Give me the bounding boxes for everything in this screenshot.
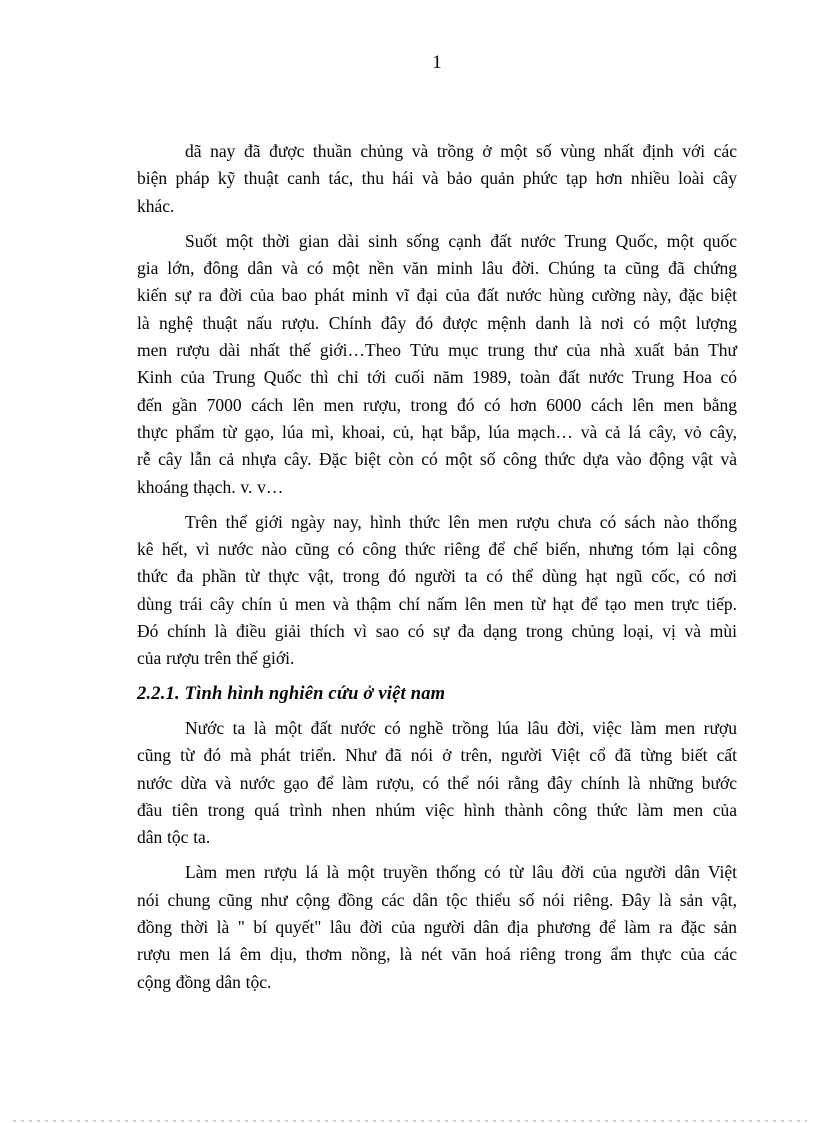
text-line: nước dừa và nước gạo để làm rượu, có thể nói rằng đây chính là những bước [137, 772, 737, 793]
paragraph [137, 859, 737, 995]
text-line: đồng thời là " bí quyết" lâu đời của người dân địa phương để làm ra đặc sản [137, 917, 737, 938]
section-heading: 2.2.1. Tình hình nghiên cứu ở việt nam [137, 683, 446, 704]
page-number: 1 [432, 52, 442, 73]
text-line: nói chung cũng như cộng đồng các dân tộc thiểu số nói riêng. Đây là sản vật, [137, 889, 737, 910]
text-line: thực phẩm từ gạo, lúa mì, khoai, củ, hạt bắp, lúa mạch… và cả lá cây, vỏ cây, [137, 421, 737, 442]
text-line: dã nay đã được thuần chủng và trồng ở một số vùng nhất định với các [185, 141, 737, 161]
text-line: đến gần 7000 cách lên men rượu, trong đó có hơn 6000 cách lên men bằng [137, 394, 737, 415]
text-line: dùng trái cây chín ủ men và thậm chí nấm lên men từ hạt để tạo men trực tiếp. [137, 593, 737, 614]
text-line: dân tộc ta. [137, 827, 211, 848]
text-line: đầu tiên trong quá trình nhen nhúm việc hình thành công thức làm men của [137, 799, 737, 820]
paragraph [137, 509, 737, 673]
text-line: men rượu dài nhất thế giới…Theo Tửu mục trung thư của nhà xuất bản Thư [137, 340, 737, 361]
text-line: là nghệ thuật nấu rượu. Chính đây đó được mệnh danh là nơi có một lượng [137, 312, 737, 333]
text-line: khoáng thạch. v. v… [137, 476, 284, 497]
text-line: rễ cây lẫn cả nhựa cây. Đặc biệt còn có một số công thức dựa vào động vật và [137, 449, 737, 470]
footer-dotted-divider [13, 1120, 807, 1122]
text-line: Trên thế giới ngày nay, hình thức lên men rượu chưa có sách nào thống [185, 511, 737, 532]
text-line: biện pháp kỹ thuật canh tác, thu hái và bảo quản phức tạp hơn nhiều loài cây [137, 168, 737, 189]
paragraph [137, 715, 737, 851]
text-line: Kinh của Trung Quốc thì chỉ tới cuối năm 1989, toàn đất nước Trung Hoa có [137, 367, 737, 388]
text-line: Suốt một thời gian dài sinh sống cạnh đất nước Trung Quốc, một quốc [185, 230, 737, 251]
text-line: Đó chính là điều giải thích vì sao có sự đa dạng trong chủng loại, vị và mùi [137, 621, 737, 642]
text-line: cộng đồng dân tộc. [137, 971, 272, 992]
text-line: của rượu trên thế giới. [137, 648, 295, 669]
text-line: rượu men lá êm dịu, thơm nồng, là nét văn hoá riêng trong ẩm thực của các [137, 944, 737, 965]
paragraph [137, 138, 737, 220]
document-body [137, 138, 737, 1004]
text-line: thức đa phần từ thực vật, trong đó người ta có thể dùng hạt ngũ cốc, có nơi [137, 566, 737, 587]
text-line: Làm men rượu lá là một truyền thống có từ lâu đời của người dân Việt [185, 862, 737, 883]
text-line: gia lớn, đông dân và có một nền văn minh lâu đời. Chúng ta cũng đã chứng [137, 258, 737, 279]
text-line: cũng từ đó mà phát triển. Như đã nói ở trên, người Việt cổ đã từng biết cất [137, 745, 737, 766]
text-line: khác. [137, 195, 175, 216]
text-line: Nước ta là một đất nước có nghề trồng lúa lâu đời, việc làm men rượu [185, 717, 737, 738]
paragraph [137, 228, 737, 501]
text-line: kiến sự ra đời của bao phát minh vĩ đại của đất nước hùng cường này, đặc biệt [137, 285, 737, 306]
text-line: kê hết, vì nước nào cũng có công thức riêng để chế biến, nhưng tóm lại công [137, 539, 737, 560]
